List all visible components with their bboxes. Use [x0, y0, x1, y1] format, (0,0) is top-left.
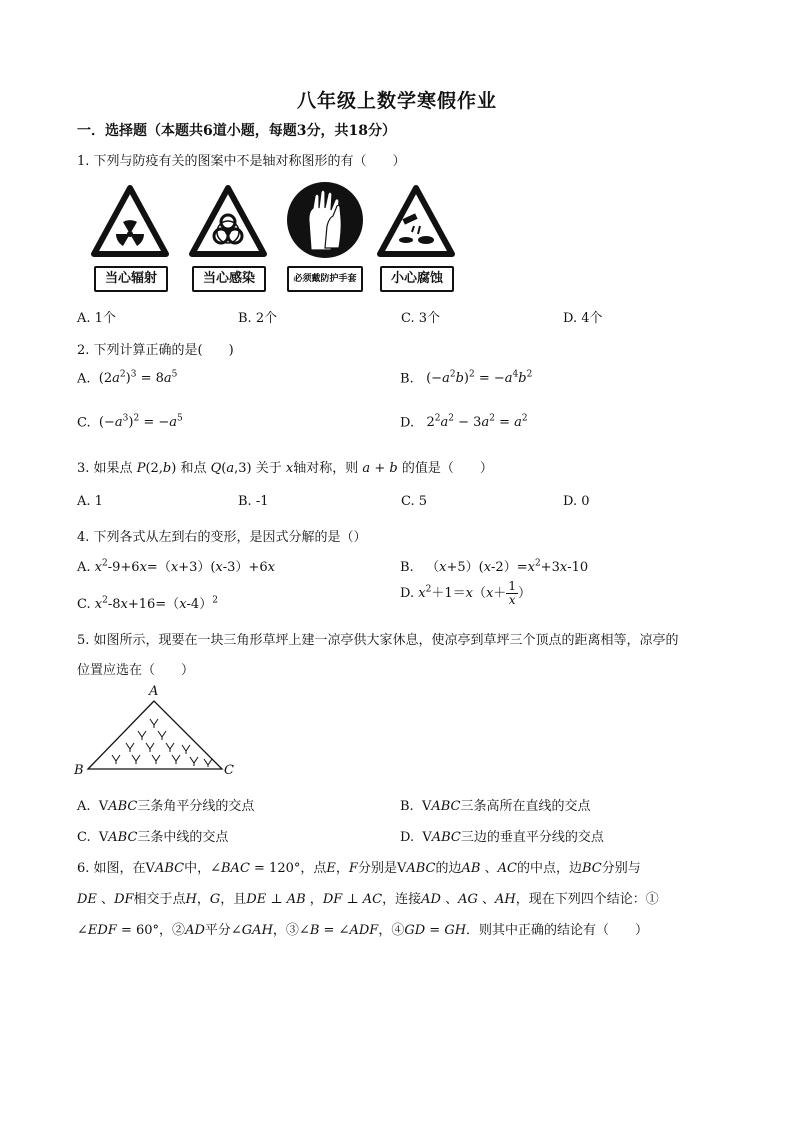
q2-option-b-label: B. — [400, 371, 414, 387]
q6-t7: 分别与 — [601, 861, 641, 876]
q6-t12: ，② — [159, 923, 186, 938]
q6-t11: ，现在下列四个结论：① — [515, 892, 659, 907]
corrosion-icon — [376, 182, 456, 262]
q4-option-a — [77, 556, 275, 575]
q1-option-a: A. 1个 — [77, 311, 116, 326]
q1-option-c: C. 3个 — [401, 311, 441, 326]
q5-option-b-text: 三条高所在直线的交点 — [460, 799, 591, 814]
q6-t5: 的边 — [435, 861, 462, 876]
grass-pattern — [112, 719, 212, 767]
q2-option-c-math: $(-a^3)^2 = -a^5$ — [94, 414, 183, 431]
q6-t6: 的中点，边 — [516, 861, 582, 876]
q6-m11: ∠EDF = 60° — [77, 923, 160, 938]
q6-m12: AD — [185, 923, 205, 938]
vertex-b-label: B — [74, 763, 84, 778]
question-6-line-2 — [77, 888, 659, 907]
q4-option-a-math: $x^2-9+6x=(x+3)(x-3)+6x$ — [94, 558, 275, 575]
q6-m13: ∠GAH — [230, 923, 273, 938]
radiation-warning-sign — [90, 182, 170, 292]
q5-option-c-triangle: VABC — [98, 830, 138, 845]
q4-option-c-label: C. — [77, 597, 91, 612]
q5-option-c-label: C. — [77, 830, 91, 845]
question-3-stem — [77, 457, 493, 476]
q5-option-d — [400, 826, 604, 845]
q4-option-b-label: B. — [400, 560, 414, 575]
q6-m2: ∠BAC = 120° — [210, 861, 301, 876]
q3-expression: a + b — [362, 461, 398, 476]
sign-caption-2: 当心感染 — [192, 266, 266, 292]
q3-point-q: Q(a,3) — [210, 461, 252, 476]
q3-text-2: 和点 — [180, 461, 207, 476]
page-title: 八年级上数学寒假作业 — [296, 90, 497, 112]
triangle-lawn-diagram — [74, 687, 244, 783]
q2-option-c — [77, 414, 183, 430]
question-6-line-3 — [77, 919, 648, 938]
sign-caption-4: 小心腐蚀 — [380, 266, 454, 292]
q6-m8: H，G — [185, 892, 221, 907]
q4-option-d-math: $x^2+1=x(x+$ $\frac{1}{x}$ ） — [418, 579, 531, 607]
q2-option-d — [400, 414, 528, 430]
q4-option-b-math: $(x+5)(x-2)=x^2+3x-10$ — [417, 558, 589, 575]
q3-text-5: 的值是（ ） — [401, 461, 493, 476]
gloves-icon — [285, 178, 365, 262]
q6-t8: 相交于点 — [133, 892, 186, 907]
question-1-stem: 1. 下列与防疫有关的图案中不是轴对称图形的有（ ） — [77, 154, 406, 169]
question-5-line-2: 位置应选在（ ） — [77, 663, 195, 678]
question-5-line-1: 5. 如图所示，现要在一块三角形草坪上建一凉亭供大家休息，使凉亭到草坪三个顶点的距离相等，凉亭的 — [77, 633, 679, 648]
q5-option-b-triangle: VABC — [421, 799, 461, 814]
q5-option-a-triangle: VABC — [98, 799, 138, 814]
radiation-icon — [90, 182, 170, 262]
corrosion-warning-sign — [376, 182, 456, 292]
biohazard-icon — [188, 182, 268, 262]
vertex-a-label: A — [149, 684, 159, 699]
q4-option-b — [400, 556, 588, 575]
q5-option-c — [77, 826, 228, 845]
q4-option-c-math: $x^2-8x+16=(x-4)^2$ — [94, 595, 218, 612]
q5-option-b — [400, 795, 591, 814]
q6-t4: 分别是 — [357, 861, 397, 876]
gloves-mandatory-sign — [285, 178, 365, 292]
q4-option-a-label: A. — [77, 560, 91, 575]
question-4-stem: 4. 下列各式从左到右的变形，是因式分解的是（） — [77, 530, 367, 545]
q4-option-d — [400, 580, 531, 607]
q4-option-c — [77, 593, 218, 612]
question-2-stem: 2. 下列计算正确的是( ) — [77, 343, 234, 358]
q6-m10: AD 、AG 、AH — [421, 892, 516, 907]
q5-option-a — [77, 795, 254, 814]
q2-option-a-label: A. — [77, 371, 91, 387]
q6-m14: ∠B = ∠ADF — [298, 923, 379, 938]
q6-t10: ，连接 — [382, 892, 422, 907]
section-heading: 一．选择题（本题共6道小题，每题3分，共18分） — [77, 123, 396, 139]
q2-option-d-math: $2^2a^2 - 3a^2 = a^2$ — [418, 414, 528, 431]
vertex-c-label: C — [224, 763, 234, 778]
question-6-line-1 — [77, 857, 641, 876]
q6-t3: ，点 — [300, 861, 327, 876]
q6-m15: GD = GH — [404, 923, 467, 938]
q5-option-d-text: 三边的垂直平分线的交点 — [460, 830, 604, 845]
q2-option-a-math: $(2a^2)^3 = 8a^5$ — [94, 370, 178, 387]
sign-caption-3: 必须戴防护手套 — [287, 266, 363, 292]
q4-option-d-label: D. — [400, 586, 415, 601]
q5-option-b-label: B. — [400, 799, 414, 814]
q3-option-b: B. -1 — [238, 494, 269, 509]
q2-option-a — [77, 370, 177, 386]
q6-t14: ，③ — [272, 923, 299, 938]
q6-t9: ，且 — [220, 892, 247, 907]
q3-option-c: C. 5 — [401, 494, 428, 509]
q5-option-d-triangle: VABC — [422, 830, 461, 845]
sign-caption-1: 当心辐射 — [94, 266, 168, 292]
q6-t16: ．则其中正确的结论有（ ） — [466, 923, 649, 938]
q6-t15: ，④ — [378, 923, 405, 938]
q3-axis-x: x — [285, 461, 294, 476]
q2-option-d-label: D. — [400, 415, 415, 431]
q3-option-d: D. 0 — [563, 494, 590, 509]
q6-t1: 6. 如图，在 — [77, 861, 146, 876]
q6-m3: E，F — [326, 861, 358, 876]
q6-m6: BC — [581, 861, 602, 876]
q3-text-4: 轴对称，则 — [293, 461, 359, 476]
q2-option-c-label: C. — [77, 415, 91, 431]
q3-option-a: A. 1 — [77, 494, 103, 509]
q1-option-d: D. 4个 — [563, 311, 603, 326]
q3-point-p: P(2,b) — [136, 461, 177, 476]
q6-m4: VABC — [396, 861, 436, 876]
q1-option-b: B. 2个 — [238, 311, 278, 326]
q3-text-1: 3. 如果点 — [77, 461, 133, 476]
triangle-lawn-figure — [74, 684, 244, 783]
q2-option-b-math: $(-a^2b)^2 = -a^4b^2$ — [417, 370, 533, 387]
q6-m5: AB 、AC — [461, 861, 517, 876]
q6-t13: 平分 — [204, 923, 231, 938]
q6-m9: DE ⊥ AB ，DF ⊥ AC — [246, 892, 383, 907]
q6-t2: 中， — [184, 861, 211, 876]
q5-option-d-label: D. — [400, 830, 415, 845]
q5-option-c-text: 三条中线的交点 — [137, 830, 229, 845]
q5-option-a-text: 三条角平分线的交点 — [137, 799, 255, 814]
q2-option-b — [400, 370, 532, 386]
q3-text-3: 关于 — [255, 461, 282, 476]
q6-m1: VABC — [145, 861, 185, 876]
q5-option-a-label: A. — [77, 799, 91, 814]
q6-m7: DE 、DF — [77, 892, 134, 907]
biohazard-warning-sign — [188, 182, 268, 292]
